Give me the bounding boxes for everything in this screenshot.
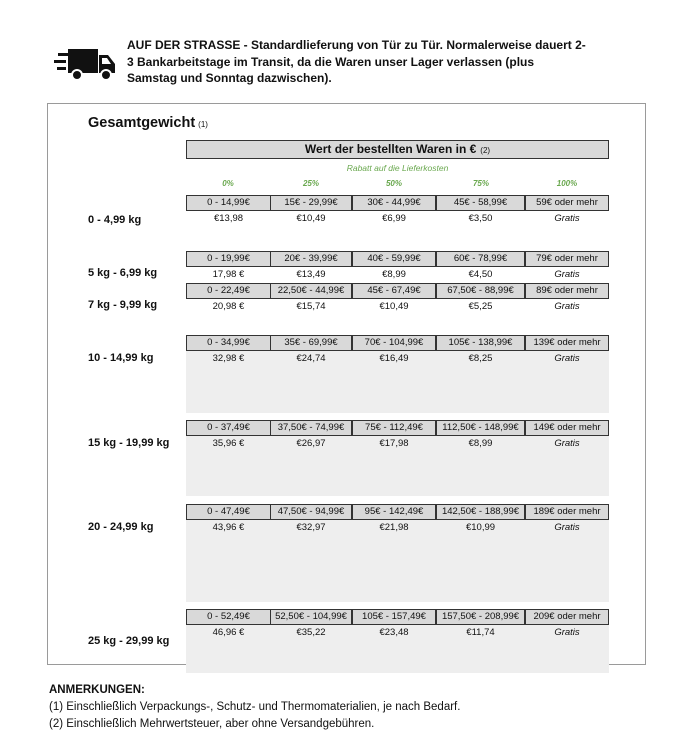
order-value-range: 105€ - 157,49€ (352, 609, 436, 625)
order-value-range: 149€ oder mehr (525, 420, 609, 436)
weight-label: 15 kg - 19,99 kg (88, 437, 170, 449)
order-value-range: 20€ - 39,99€ (270, 251, 352, 267)
order-value-range: 157,50€ - 208,99€ (436, 609, 525, 625)
shipping-price: €24,74 (296, 353, 326, 364)
shipping-price: €10,49 (296, 213, 326, 224)
order-value-range: 59€ oder mehr (525, 195, 609, 211)
order-value-range: 105€ - 138,99€ (436, 335, 525, 351)
order-value-range: 0 - 34,99€ (186, 335, 271, 351)
shipping-price: €21,98 (379, 522, 409, 533)
shipping-price: €15,74 (296, 301, 326, 312)
shipping-price: 20,98 € (212, 301, 245, 312)
order-value-range: 52,50€ - 104,99€ (270, 609, 352, 625)
shipping-price: 35,96 € (212, 438, 245, 449)
shipping-price: Gratis (554, 522, 580, 533)
shipping-price: 43,96 € (212, 522, 245, 533)
discount-25: 25% (302, 179, 319, 188)
order-value-range: 22,50€ - 44,99€ (270, 283, 352, 299)
weight-label: 5 kg - 6,99 kg (88, 267, 158, 279)
shipping-price: Gratis (554, 627, 580, 638)
order-value-header-text: Wert der bestellten Waren in € (304, 142, 477, 156)
order-value-range: 30€ - 44,99€ (352, 195, 436, 211)
order-value-range: 0 - 22,49€ (186, 283, 271, 299)
order-value-range: 47,50€ - 94,99€ (270, 504, 352, 520)
order-value-range: 112,50€ - 148,99€ (436, 420, 525, 436)
shipping-price: €23,48 (379, 627, 409, 638)
shipping-price: €5,25 (468, 301, 493, 312)
shipping-price: Gratis (554, 301, 580, 312)
order-value-range: 209€ oder mehr (525, 609, 609, 625)
shipping-price: €8,99 (382, 269, 406, 280)
shipping-price: €4,50 (468, 269, 493, 280)
shipping-price: 46,96 € (212, 627, 245, 638)
weight-label: 20 - 24,99 kg (88, 521, 154, 533)
order-value-range: 45€ - 67,49€ (352, 283, 436, 299)
shipping-price: €26,97 (296, 438, 326, 449)
shipping-price: €13,49 (296, 269, 326, 280)
order-value-range: 142,50€ - 188,99€ (436, 504, 525, 520)
order-value-range: 15€ - 29,99€ (270, 195, 352, 211)
shipping-price: €17,98 (379, 438, 409, 449)
order-value-range: 37,50€ - 74,99€ (270, 420, 352, 436)
delivery-description: AUF DER STRASSE - Standardlieferung von Tür zu Tür. Normalerweise dauert 2-3 Bankarbeitstage im Transit, da die Waren unser Lager verlassen (plus Samstag und Sonntag dazwischen). (127, 38, 586, 85)
order-value-range: 67,50€ - 88,99€ (436, 283, 525, 299)
order-value-range: 45€ - 58,99€ (436, 195, 525, 211)
shipping-price: €11,74 (466, 627, 495, 638)
shipping-price: €16,49 (379, 353, 409, 364)
order-value-range: 60€ - 78,99€ (436, 251, 525, 267)
order-value-range: 89€ oder mehr (525, 283, 609, 299)
shipping-price: €8,25 (468, 353, 493, 364)
delivery-truck-icon (54, 47, 116, 83)
shipping-price: 32,98 € (212, 353, 245, 364)
discount-0: 0% (222, 179, 234, 188)
order-value-range: 79€ oder mehr (525, 251, 609, 267)
shipping-price: €13,98 (213, 213, 244, 224)
order-value-range: 75€ - 112,49€ (352, 420, 436, 436)
weight-label: 10 - 14,99 kg (88, 352, 154, 364)
order-value-header (186, 140, 609, 159)
shipping-price: €10,49 (379, 301, 409, 312)
shipping-price: €10,99 (465, 522, 496, 533)
total-weight-title-text: Gesamtgewicht (88, 115, 196, 131)
discount-75: 75% (472, 179, 489, 188)
shipping-price: Gratis (554, 353, 580, 364)
order-value-range: 0 - 37,49€ (186, 420, 271, 436)
order-value-range: 70€ - 104,99€ (352, 335, 436, 351)
order-value-range: 0 - 19,99€ (186, 251, 271, 267)
discount-50: 50% (385, 179, 402, 188)
weight-label: 0 - 4,99 kg (88, 214, 142, 226)
order-value-range: 139€ oder mehr (525, 335, 609, 351)
shipping-price: 17,98 € (212, 269, 245, 280)
order-value-range: 0 - 47,49€ (186, 504, 271, 520)
order-value-range: 40€ - 59,99€ (352, 251, 436, 267)
weight-label: 25 kg - 29,99 kg (88, 635, 170, 647)
weight-label: 7 kg - 9,99 kg (88, 299, 158, 311)
order-value-footnote-ref: (2) (480, 146, 491, 155)
note-2: (2) Einschließlich Mehrwertsteuer, aber ohne Versandgebühren. (49, 718, 375, 730)
rebate-label: Rabatt auf die Lieferkosten (346, 163, 449, 173)
discount-100: 100% (556, 179, 578, 188)
order-value-range: 0 - 14,99€ (186, 195, 271, 211)
order-value-range: 0 - 52,49€ (186, 609, 271, 625)
shipping-price: Gratis (554, 269, 580, 280)
shipping-price: €32,97 (296, 522, 326, 533)
total-weight-footnote-ref: (1) (198, 120, 208, 129)
shipping-price: Gratis (554, 438, 580, 449)
order-value-range: 35€ - 69,99€ (270, 335, 352, 351)
shipping-price: €6,99 (382, 213, 406, 224)
shipping-price: €8,99 (468, 438, 493, 449)
note-1: (1) Einschließlich Verpackungs-, Schutz- und Thermomaterialien, je nach Bedarf. (49, 701, 461, 713)
shipping-price: €35,22 (296, 627, 326, 638)
total-weight-title (88, 115, 208, 131)
order-value-range: 189€ oder mehr (525, 504, 609, 520)
order-value-range: 95€ - 142,49€ (352, 504, 436, 520)
shipping-price: €3,50 (468, 213, 493, 224)
notes-title: ANMERKUNGEN: (49, 684, 145, 696)
shipping-price: Gratis (554, 213, 580, 224)
